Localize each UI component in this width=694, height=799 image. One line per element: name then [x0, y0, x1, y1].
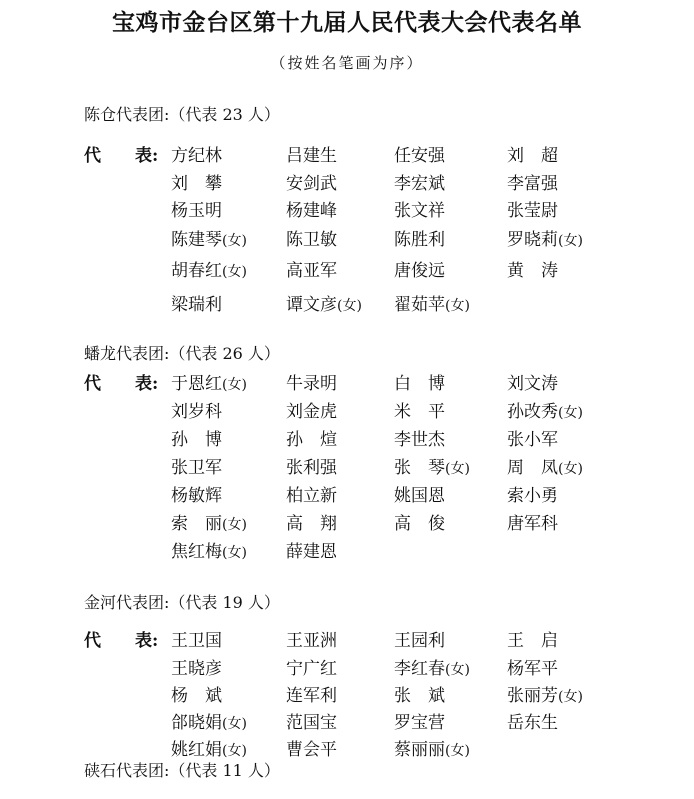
delegate-name: 唐军科: [507, 514, 558, 534]
gender-note: (女): [337, 298, 362, 314]
delegate-entry: [394, 196, 445, 221]
delegate-name: 陈卫敏: [286, 230, 337, 250]
gender-note: (女): [558, 461, 583, 477]
delegate-entry: [171, 256, 247, 281]
gender-note: (女): [222, 517, 247, 533]
delegate-name: 陈胜利: [394, 230, 445, 250]
delegate-name: 杨建峰: [286, 201, 337, 221]
delegate-entry: [286, 397, 337, 422]
delegate-name: 张 琴: [394, 458, 445, 478]
delegate-entry: [394, 225, 445, 250]
delegate-entry: [171, 453, 222, 478]
delegate-name: 高亚军: [286, 261, 337, 281]
delegate-entry: [394, 453, 470, 478]
gender-note: (女): [445, 298, 470, 314]
delegation-header: 硖石代表团:（代表 11 人）: [84, 761, 280, 780]
delegate-entry: [394, 256, 445, 281]
delegate-name: 薛建恩: [286, 542, 337, 562]
delegate-entry: [394, 509, 445, 534]
delegate-name: 李世杰: [394, 430, 445, 450]
delegate-name: 王 启: [507, 631, 558, 651]
delegate-name: 宁广红: [286, 659, 337, 679]
gender-note: (女): [222, 716, 247, 732]
delegate-name: 任安强: [394, 146, 445, 166]
delegate-entry: [171, 481, 222, 506]
delegate-name: 李红春: [394, 659, 445, 679]
delegate-name: 谭文彦: [286, 295, 337, 315]
delegate-name: 吕建生: [286, 146, 337, 166]
delegate-entry: [286, 225, 337, 250]
delegate-entry: [286, 196, 337, 221]
delegate-name: 张卫军: [171, 458, 222, 478]
delegate-entry: [171, 735, 247, 760]
gender-note: (女): [558, 233, 583, 249]
delegate-name: 刘岁科: [171, 402, 222, 422]
delegate-entry: [394, 708, 445, 733]
delegate-name: 姚红娟: [171, 740, 222, 760]
delegate-entry: [394, 169, 445, 194]
delegate-name: 张莹尉: [507, 201, 558, 221]
delegate-name: 白 博: [394, 374, 445, 394]
delegate-entry: [507, 369, 558, 394]
delegate-name: 米 平: [394, 402, 445, 422]
delegate-entry: [507, 654, 558, 679]
delegates-label: [84, 626, 158, 651]
delegate-name: 刘金虎: [286, 402, 337, 422]
delegate-entry: [507, 256, 558, 281]
delegate-entry: [507, 626, 558, 651]
delegate-name: 郃晓娟: [171, 713, 222, 733]
delegate-entry: [171, 654, 222, 679]
delegate-name: 刘文涛: [507, 374, 558, 394]
delegate-name: 于恩红: [171, 374, 222, 394]
delegate-name: 杨敏辉: [171, 486, 222, 506]
delegate-name: 高 俊: [394, 514, 445, 534]
gender-note: (女): [222, 264, 247, 280]
delegates-label-first: 代: [84, 374, 101, 394]
delegate-entry: [286, 453, 337, 478]
delegate-entry: [507, 397, 583, 422]
delegation-header: 蟠龙代表团:（代表 26 人）: [84, 344, 280, 363]
delegate-name: 罗晓莉: [507, 230, 558, 250]
delegates-label-first: 代: [84, 631, 101, 651]
delegate-entry: [394, 425, 445, 450]
delegate-entry: [394, 626, 445, 651]
delegates-label-second: 表:: [135, 146, 159, 166]
delegate-name: 杨玉明: [171, 201, 222, 221]
delegate-name: 岳东生: [507, 713, 558, 733]
delegate-name: 翟茹苹: [394, 295, 445, 315]
delegate-entry: [394, 369, 445, 394]
delegate-entry: [394, 681, 445, 706]
delegate-name: 张 斌: [394, 686, 445, 706]
delegate-entry: [394, 290, 470, 315]
delegate-entry: [286, 735, 337, 760]
delegate-name: 王晓彦: [171, 659, 222, 679]
delegate-name: 牛录明: [286, 374, 337, 394]
delegate-entry: [286, 708, 337, 733]
delegate-name: 王卫国: [171, 631, 222, 651]
delegate-entry: [171, 708, 247, 733]
gender-note: (女): [445, 662, 470, 678]
delegate-entry: [171, 425, 222, 450]
delegate-entry: [286, 681, 337, 706]
gender-note: (女): [222, 377, 247, 393]
delegate-entry: [286, 425, 337, 450]
delegate-entry: [394, 141, 445, 166]
delegate-name: 杨 斌: [171, 686, 222, 706]
gender-note: (女): [222, 743, 247, 759]
delegate-entry: [507, 453, 583, 478]
delegate-entry: [507, 425, 558, 450]
delegate-entry: [171, 537, 247, 562]
delegate-name: 李富强: [507, 174, 558, 194]
gender-note: (女): [558, 405, 583, 421]
delegate-name: 高 翔: [286, 514, 337, 534]
delegate-entry: [394, 481, 445, 506]
gender-note: (女): [222, 233, 247, 249]
delegate-entry: [394, 654, 470, 679]
delegate-entry: [171, 369, 247, 394]
delegate-entry: [286, 169, 337, 194]
delegate-entry: [286, 481, 337, 506]
delegate-name: 刘 超: [507, 146, 558, 166]
delegate-name: 王园利: [394, 631, 445, 651]
delegate-name: 姚国恩: [394, 486, 445, 506]
delegate-name: 安剑武: [286, 174, 337, 194]
delegate-entry: [286, 369, 337, 394]
delegate-entry: [171, 397, 222, 422]
delegate-name: 唐俊远: [394, 261, 445, 281]
delegate-entry: [171, 225, 247, 250]
delegate-name: 梁瑞利: [171, 295, 222, 315]
delegate-entry: [286, 654, 337, 679]
delegate-name: 曹会平: [286, 740, 337, 760]
delegate-entry: [171, 141, 222, 166]
delegate-name: 周 凤: [507, 458, 558, 478]
delegate-entry: [286, 626, 337, 651]
delegates-label: [84, 141, 158, 166]
gender-note: (女): [445, 743, 470, 759]
delegate-name: 孙改秀: [507, 402, 558, 422]
delegation-header: 金河代表团:（代表 19 人）: [84, 593, 280, 612]
delegate-name: 刘 攀: [171, 174, 222, 194]
delegate-entry: [171, 509, 247, 534]
gender-note: (女): [558, 689, 583, 705]
delegate-name: 李宏斌: [394, 174, 445, 194]
delegate-name: 罗宝营: [394, 713, 445, 733]
delegate-name: 陈建琴: [171, 230, 222, 250]
delegate-name: 杨军平: [507, 659, 558, 679]
delegate-entry: [507, 708, 558, 733]
delegation-header: 陈仓代表团:（代表 23 人）: [84, 105, 280, 124]
delegate-name: 张丽芳: [507, 686, 558, 706]
page-title: 宝鸡市金台区第十九届人民代表大会代表名单: [112, 9, 582, 36]
delegate-entry: [394, 735, 470, 760]
delegate-name: 黄 涛: [507, 261, 558, 281]
delegate-entry: [286, 141, 337, 166]
delegate-entry: [171, 169, 222, 194]
delegate-entry: [507, 169, 558, 194]
delegate-entry: [286, 509, 337, 534]
delegate-name: 柏立新: [286, 486, 337, 506]
delegate-entry: [171, 681, 222, 706]
delegate-name: 王亚洲: [286, 631, 337, 651]
gender-note: (女): [222, 545, 247, 561]
delegate-name: 张文祥: [394, 201, 445, 221]
delegate-entry: [507, 481, 558, 506]
delegate-entry: [394, 397, 445, 422]
delegate-name: 孙 博: [171, 430, 222, 450]
gender-note: (女): [445, 461, 470, 477]
delegate-name: 索 丽: [171, 514, 222, 534]
delegates-label-second: 表:: [135, 631, 159, 651]
delegate-entry: [507, 681, 583, 706]
page-subtitle: （按姓名笔画为序）: [270, 54, 424, 72]
delegate-entry: [171, 290, 222, 315]
delegate-name: 孙 煊: [286, 430, 337, 450]
delegates-label: [84, 369, 158, 394]
delegate-name: 张利强: [286, 458, 337, 478]
delegate-entry: [171, 196, 222, 221]
delegate-entry: [171, 626, 222, 651]
delegate-name: 张小军: [507, 430, 558, 450]
delegate-name: 胡春红: [171, 261, 222, 281]
delegates-label-first: 代: [84, 146, 101, 166]
delegate-entry: [286, 537, 337, 562]
delegate-name: 索小勇: [507, 486, 558, 506]
delegate-entry: [286, 256, 337, 281]
delegate-entry: [507, 225, 583, 250]
delegate-name: 范国宝: [286, 713, 337, 733]
delegate-entry: [507, 509, 558, 534]
delegate-entry: [507, 141, 558, 166]
delegates-label-second: 表:: [135, 374, 159, 394]
delegate-name: 方纪林: [171, 146, 222, 166]
delegate-entry: [286, 290, 362, 315]
delegate-name: 焦红梅: [171, 542, 222, 562]
delegate-entry: [507, 196, 558, 221]
delegate-name: 连军利: [286, 686, 337, 706]
delegate-name: 蔡丽丽: [394, 740, 445, 760]
